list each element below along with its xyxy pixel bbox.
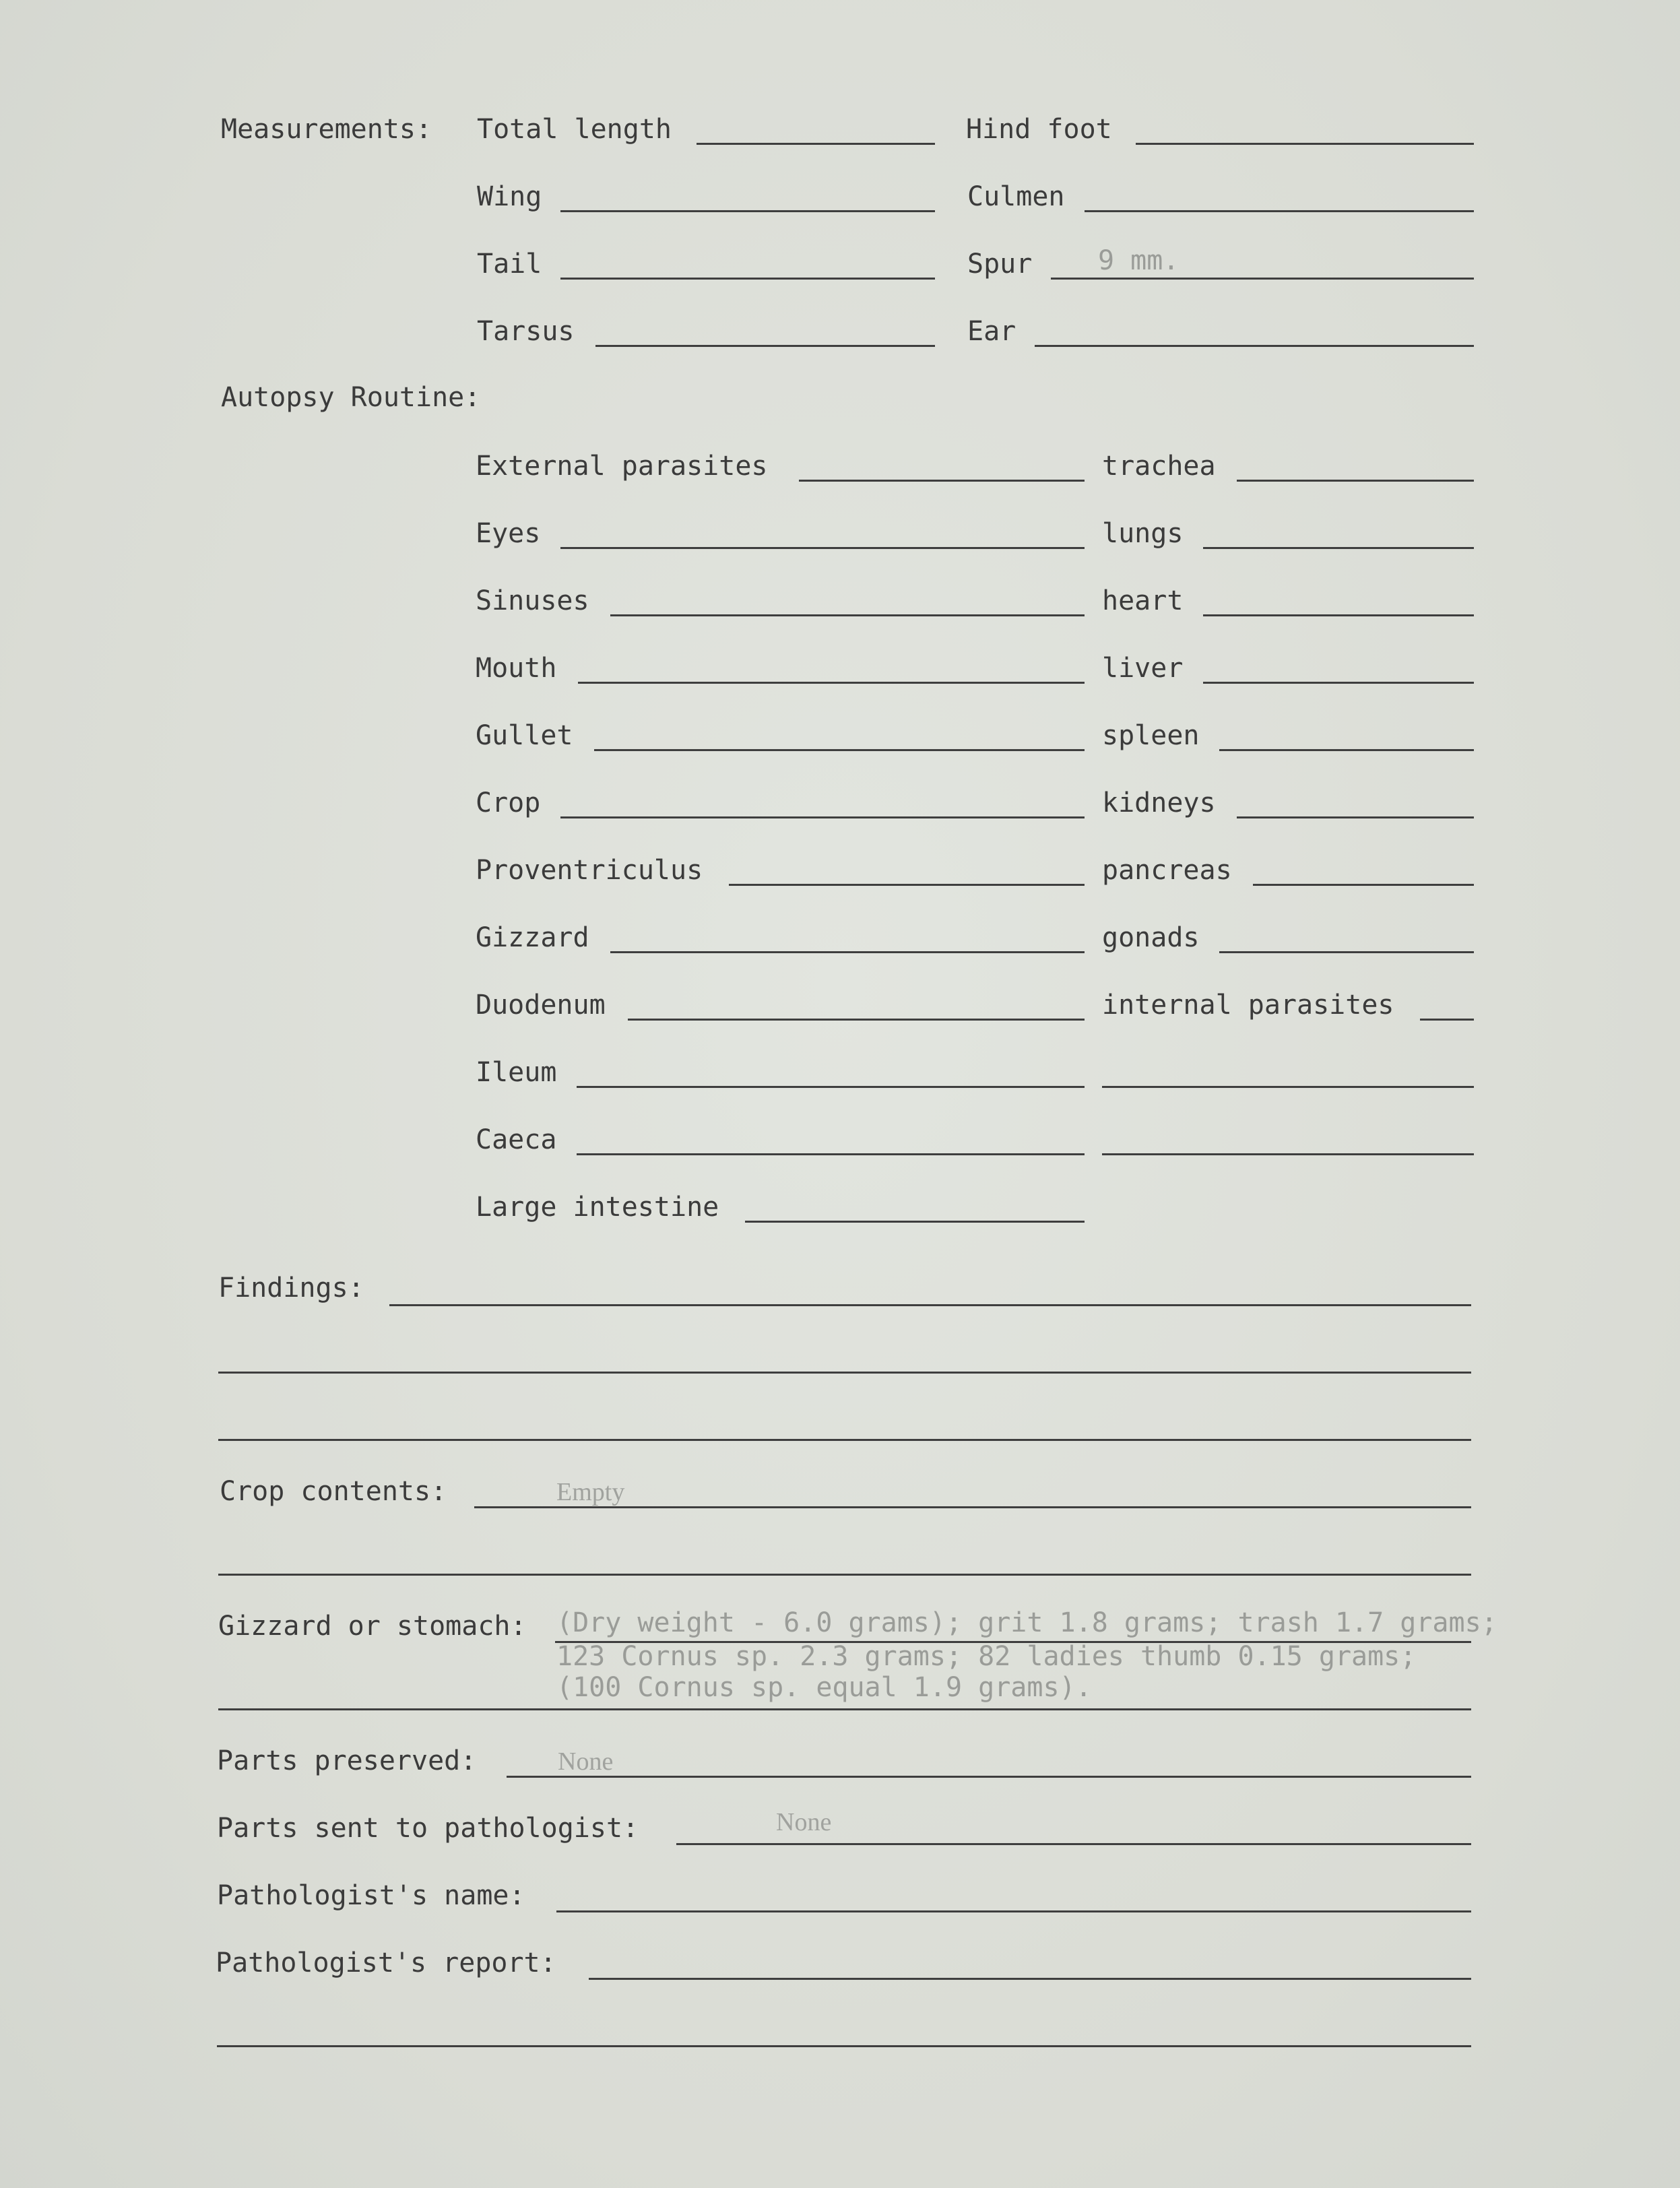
extra-right-field-1[interactable]: [1102, 1086, 1474, 1088]
gonads-label: gonads: [1102, 922, 1200, 953]
gizzard-stomach-label: Gizzard or stomach:: [218, 1611, 527, 1642]
ileum-field[interactable]: [577, 1086, 1085, 1088]
hind-foot-field[interactable]: [1136, 143, 1474, 145]
crop-contents-value: Empty: [556, 1478, 625, 1506]
liver-field[interactable]: [1203, 682, 1474, 684]
lungs-field[interactable]: [1203, 547, 1474, 549]
pathologist-report-label: Pathologist's report:: [216, 1948, 556, 1978]
pancreas-field[interactable]: [1253, 884, 1474, 886]
tail-label: Tail: [477, 249, 542, 280]
kidneys-field[interactable]: [1237, 816, 1474, 818]
proventriculus-field[interactable]: [729, 884, 1085, 886]
gizzard-stomach-line-2[interactable]: [218, 1708, 1471, 1710]
kidneys-label: kidneys: [1102, 787, 1216, 818]
sinuses-label: Sinuses: [476, 585, 589, 616]
heart-field[interactable]: [1203, 614, 1474, 616]
gizzard-line-3: (100 Cornus sp. equal 1.9 grams).: [556, 1672, 1092, 1703]
mouth-field[interactable]: [578, 682, 1085, 684]
external-parasites-label: External parasites: [476, 451, 768, 482]
gonads-field[interactable]: [1219, 951, 1474, 953]
parts-preserved-field[interactable]: [507, 1776, 1471, 1778]
parts-sent-value: None: [776, 1808, 832, 1836]
findings-line-3[interactable]: [218, 1439, 1471, 1441]
gizzard-label: Gizzard: [476, 922, 589, 953]
pathologist-report-line-2[interactable]: [217, 2045, 1471, 2047]
gizzard-line-1: (Dry weight - 6.0 grams); grit 1.8 grams; trash 1.7 grams;: [556, 1607, 1497, 1638]
pathologist-report-field[interactable]: [589, 1978, 1471, 1980]
liver-label: liver: [1102, 653, 1184, 684]
eyes-field[interactable]: [560, 547, 1085, 549]
crop-contents-label: Crop contents:: [220, 1476, 447, 1507]
tarsus-label: Tarsus: [477, 316, 575, 347]
findings-line-1[interactable]: [389, 1304, 1471, 1306]
external-parasites-field[interactable]: [799, 480, 1085, 482]
pancreas-label: pancreas: [1102, 855, 1232, 886]
wing-label: Wing: [477, 181, 542, 212]
parts-preserved-label: Parts preserved:: [217, 1745, 477, 1776]
wing-field[interactable]: [560, 210, 935, 212]
large-intestine-field[interactable]: [745, 1221, 1085, 1223]
spleen-field[interactable]: [1219, 749, 1474, 751]
duodenum-field[interactable]: [628, 1019, 1085, 1021]
internal-parasites-label: internal parasites: [1102, 990, 1394, 1021]
gizzard-line-2: 123 Cornus sp. 2.3 grams; 82 ladies thumb 0.15 grams;: [556, 1641, 1417, 1672]
ileum-label: Ileum: [476, 1057, 557, 1088]
crop-label: Crop: [476, 787, 541, 818]
tail-field[interactable]: [560, 278, 935, 280]
tarsus-field[interactable]: [595, 345, 935, 347]
spur-value: 9 mm.: [1098, 245, 1180, 276]
spur-field[interactable]: [1051, 278, 1474, 280]
duodenum-label: Duodenum: [476, 990, 606, 1021]
findings-line-2[interactable]: [218, 1372, 1471, 1374]
findings-label: Findings:: [218, 1273, 364, 1304]
spur-label: Spur: [967, 249, 1033, 280]
trachea-field[interactable]: [1237, 480, 1474, 482]
ear-field[interactable]: [1035, 345, 1474, 347]
pathologist-name-field[interactable]: [556, 1910, 1471, 1912]
parts-sent-field[interactable]: [676, 1843, 1471, 1845]
ear-label: Ear: [967, 316, 1016, 347]
pathologist-name-label: Pathologist's name:: [217, 1880, 525, 1911]
gullet-field[interactable]: [594, 749, 1085, 751]
internal-parasites-field[interactable]: [1420, 1019, 1474, 1021]
parts-sent-label: Parts sent to pathologist:: [217, 1813, 639, 1844]
culmen-label: Culmen: [967, 181, 1065, 212]
eyes-label: Eyes: [476, 518, 541, 549]
caeca-label: Caeca: [476, 1124, 557, 1155]
crop-contents-line-2[interactable]: [218, 1574, 1471, 1576]
hind-foot-label: Hind foot: [966, 114, 1112, 145]
sinuses-field[interactable]: [610, 614, 1085, 616]
spleen-label: spleen: [1102, 720, 1200, 751]
heart-label: heart: [1102, 585, 1184, 616]
mouth-label: Mouth: [476, 653, 557, 684]
autopsy-heading: Autopsy Routine:: [221, 382, 481, 413]
lungs-label: lungs: [1102, 518, 1184, 549]
caeca-field[interactable]: [577, 1153, 1085, 1155]
gullet-label: Gullet: [476, 720, 573, 751]
gizzard-field[interactable]: [610, 951, 1085, 953]
crop-field[interactable]: [560, 816, 1085, 818]
proventriculus-label: Proventriculus: [476, 855, 703, 886]
total-length-field[interactable]: [697, 143, 935, 145]
measurements-heading: Measurements:: [221, 114, 432, 145]
large-intestine-label: Large intestine: [476, 1192, 719, 1223]
parts-preserved-value: None: [558, 1747, 614, 1776]
extra-right-field-2[interactable]: [1102, 1153, 1474, 1155]
culmen-field[interactable]: [1085, 210, 1474, 212]
total-length-label: Total length: [477, 114, 672, 145]
trachea-label: trachea: [1102, 451, 1216, 482]
